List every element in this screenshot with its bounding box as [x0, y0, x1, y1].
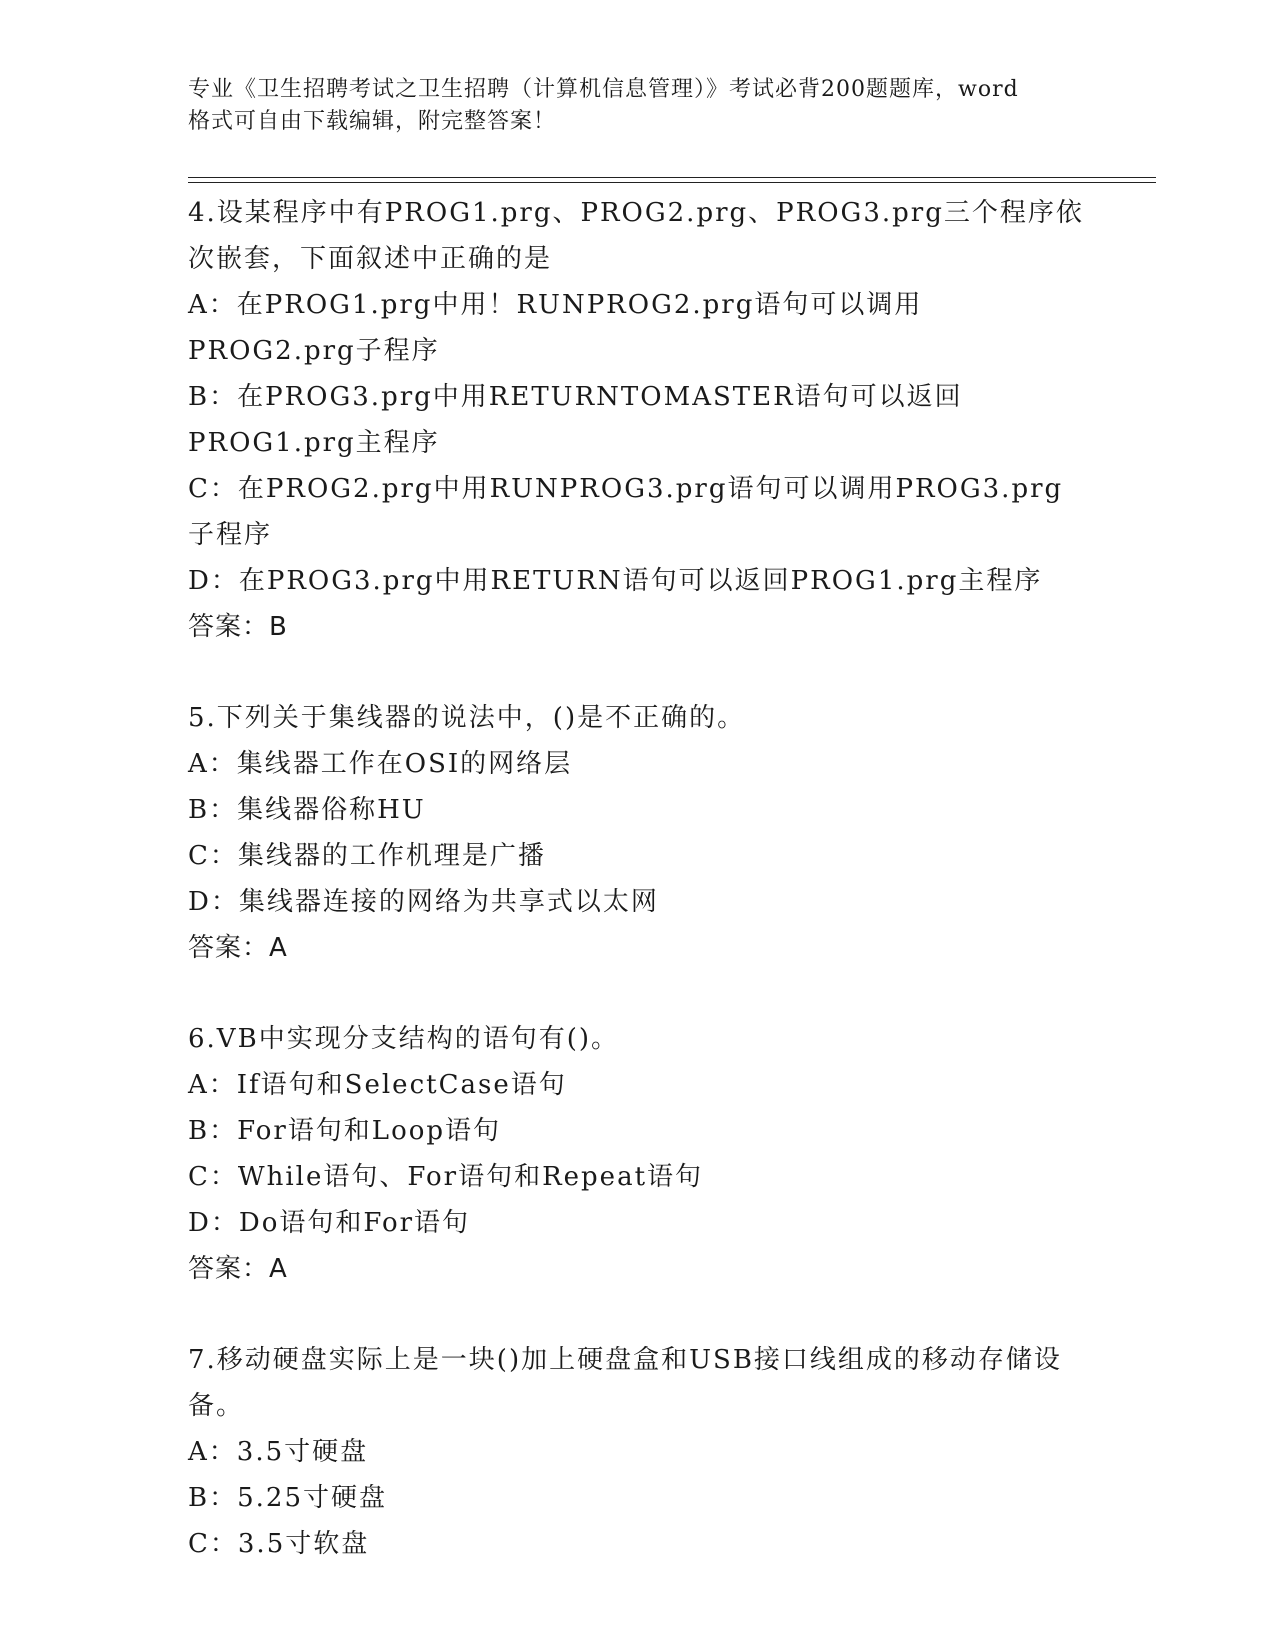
- option-a: A：集线器工作在OSI的网络层: [188, 749, 573, 779]
- option-d: D：Do语句和For语句: [188, 1208, 471, 1238]
- option-a: A：在PROG1.prg中用！RUNPROG2.prg语句可以调用PROG2.prg子程序: [188, 290, 923, 366]
- option-c: C：在PROG2.prg中用RUNPROG3.prg语句可以调用PROG3.prg子程序: [188, 474, 1064, 550]
- document-header: [188, 74, 1088, 138]
- header-divider-top: [188, 177, 1156, 178]
- option-c: C：3.5寸软盘: [188, 1529, 370, 1559]
- option-b: B：For语句和Loop语句: [188, 1116, 502, 1146]
- question-6: [188, 1016, 1088, 1292]
- option-b: B：5.25寸硬盘: [188, 1483, 387, 1513]
- question-stem: 5.下列关于集线器的说法中，()是不正确的。: [188, 703, 746, 733]
- option-a: A：If语句和SelectCase语句: [188, 1070, 567, 1100]
- question-5: [188, 695, 1088, 971]
- header-line-2: 格式可自由下载编辑，附完整答案！: [188, 109, 557, 134]
- answer-line: 答案：B: [188, 612, 288, 642]
- option-a: A：3.5寸硬盘: [188, 1437, 369, 1467]
- header-divider-bottom: [188, 182, 1156, 183]
- option-c: C：集线器的工作机理是广播: [188, 841, 546, 871]
- header-line-1: 专业《卫生招聘考试之卫生招聘（计算机信息管理）》考试必背200题题库，word: [188, 77, 1019, 102]
- option-b: B：在PROG3.prg中用RETURNTOMASTER语句可以返回PROG1.prg主程序: [188, 382, 963, 458]
- option-b: B：集线器俗称HU: [188, 795, 426, 825]
- answer-line: 答案：A: [188, 1254, 288, 1284]
- option-d: D：在PROG3.prg中用RETURN语句可以返回PROG1.prg主程序: [188, 566, 1043, 596]
- question-7: [188, 1337, 1088, 1567]
- question-stem: 6.VB中实现分支结构的语句有()。: [188, 1024, 619, 1054]
- question-4: [188, 190, 1088, 650]
- question-list: [188, 190, 1088, 1612]
- option-c: C：While语句、For语句和Repeat语句: [188, 1162, 704, 1192]
- answer-line: 答案：A: [188, 933, 288, 963]
- question-stem: 7.移动硬盘实际上是一块()加上硬盘盒和USB接口线组成的移动存储设备。: [188, 1345, 1062, 1421]
- option-d: D：集线器连接的网络为共享式以太网: [188, 887, 659, 917]
- question-stem: 4.设某程序中有PROG1.prg、PROG2.prg、PROG3.prg三个程序依次嵌套，下面叙述中正确的是: [188, 198, 1084, 274]
